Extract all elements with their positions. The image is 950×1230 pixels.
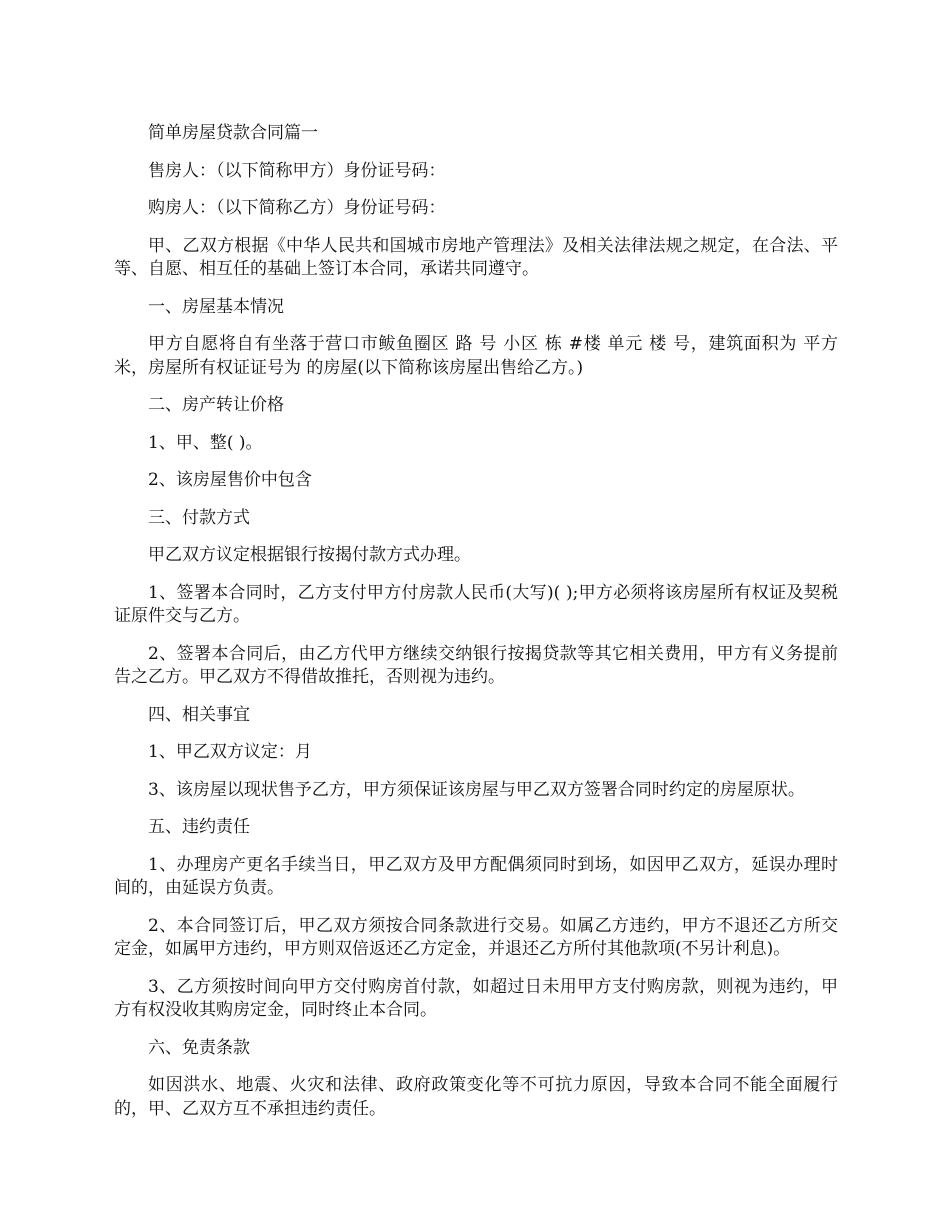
clause-paragraph: 2、该房屋售价中包含 <box>148 470 312 490</box>
clause-paragraph: 1、签署本合同时，乙方支付甲方付房款人民币(大写)( );甲方必须将该房屋所有权证及契税证原件交与乙方。 <box>114 582 838 626</box>
clause-paragraph: 甲乙双方议定根据银行按揭付款方式办理。 <box>148 545 471 565</box>
seller-line: 售房人：（以下简称甲方）身份证号码： <box>148 160 446 181</box>
clause-paragraph: 1、甲、整( )。 <box>148 432 263 453</box>
clause-paragraph: 如因洪水、地震、火灾和法律、政府政策变化等不可抗力原因，导致本合同不能全面履行的，甲、乙双方互不承担违约责任。 <box>114 1075 838 1119</box>
section-heading-1: 一、房屋基本情况 <box>148 296 284 317</box>
section-heading-6: 六、免责条款 <box>148 1037 250 1058</box>
section-heading-2: 二、房产转让价格 <box>148 395 284 415</box>
clause-paragraph: 3、该房屋以现状售予乙方，甲方须保证该房屋与甲乙双方签署合同时约定的房屋原状。 <box>148 779 805 800</box>
section-heading-5: 五、违约责任 <box>148 817 250 837</box>
document-title: 简单房屋贷款合同篇一 <box>148 123 318 143</box>
clause-paragraph: 1、甲乙双方议定：月 <box>148 742 312 762</box>
clause-paragraph: 2、本合同签订后，甲乙双方须按合同条款进行交易。如属乙方违约，甲方不退还乙方所交定金，如属甲方违约，甲方则双倍返还乙方定金，并退还乙方所付其他款项(不另计利息)。 <box>114 915 838 959</box>
clause-paragraph: 甲方自愿将自有坐落于营口市鲅鱼圈区 路 号 小区 栋 #楼 单元 楼 号，建筑面积为 平方米，房屋所有权证证号为 的房屋(以下简称该房屋出售给乙方。) <box>114 334 838 378</box>
clause-paragraph: 3、乙方须按时间向甲方交付购房首付款，如超过日未用甲方支付购房款，则视为违约，甲方有权没收其购房定金，同时终止本合同。 <box>114 976 838 1020</box>
section-heading-3: 三、付款方式 <box>148 507 250 528</box>
clause-paragraph: 2、签署本合同后，由乙方代甲方继续交纳银行按揭贷款等其它相关费用，甲方有义务提前告之乙方。甲乙双方不得借故推托，否则视为违约。 <box>114 643 838 687</box>
clause-paragraph: 1、办理房产更名手续当日，甲乙双方及甲方配偶须同时到场，如因甲乙双方，延误办理时间的，由延误方负责。 <box>114 854 838 898</box>
section-heading-4: 四、相关事宜 <box>148 704 250 725</box>
buyer-line: 购房人：（以下简称乙方）身份证号码： <box>148 198 446 218</box>
preamble-paragraph: 甲、乙双方根据《中华人民共和国城市房地产管理法》及相关法律法规之规定，在合法、平等、自愿、相互任的基础上签订本合同，承诺共同遵守。 <box>114 235 838 279</box>
